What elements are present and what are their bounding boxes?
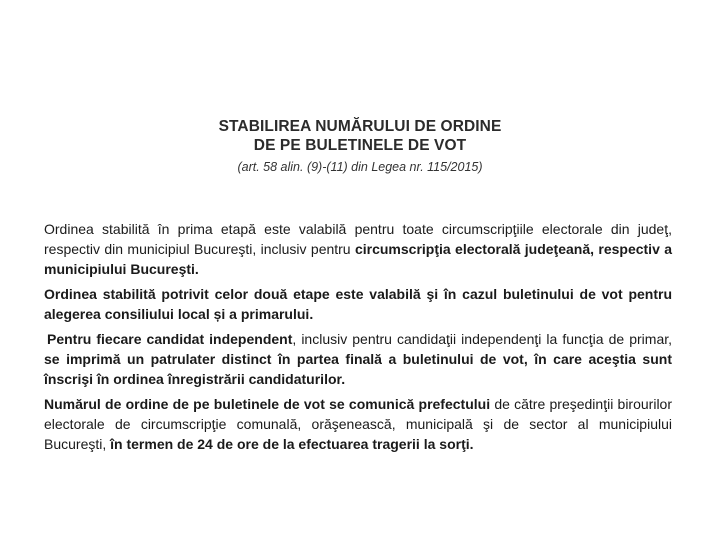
title-line-2: DE PE BULETINELE DE VOT <box>253 137 467 154</box>
paragraph-4-text: de către preşedinţii birourilor electorale de circumscripţie comunală, orăşenească, municipală şi de sector al municipiului Bucureşti, <box>44 396 672 452</box>
header <box>0 117 720 175</box>
document-body <box>44 219 672 459</box>
paragraph-ballot-order-first-stage <box>44 219 672 279</box>
paragraph-1-bold-text: circumscripţia electorală judeţeană, respectiv a municipiului Bucureşti. <box>44 241 673 277</box>
paragraph-3-bold-lead: Pentru fiecare candidat independent <box>47 331 293 347</box>
title-line-1: STABILIREA NUMĂRULUI DE ORDINE <box>218 118 502 135</box>
paragraph-3-text: , inclusiv pentru candidaţii independenţi la funcţia de primar, <box>292 331 673 347</box>
paragraph-2-text: Ordinea stabilită potrivit celor două etape este valabilă şi în cazul buletinului de vot pentru alegerea consiliului local și a primarului. <box>44 286 672 322</box>
legal-reference: (art. 58 alin. (9)-(11) din Legea nr. 115/2015) <box>237 160 483 174</box>
paragraph-4-bold-tail: în termen de 24 de ore de la efectuarea tragerii la sorţi. <box>110 436 474 452</box>
paragraph-4-bold-lead: Numărul de ordine de pe buletinele de vot se comunică prefectului <box>44 396 491 412</box>
paragraph-1-text: Ordinea stabilită în prima etapă este valabilă pentru toate circumscripţiile electorale din judeţ, respectiv din municipiul Bucureşti, inclusiv pentru <box>44 221 672 257</box>
paragraph-independent-candidates <box>44 329 672 389</box>
paragraph-ballot-order-two-stages <box>44 284 672 324</box>
paragraph-order-number-communication <box>44 394 672 454</box>
paragraph-3-bold-tail: se imprimă un patrulater distinct în partea finală a buletinului de vot, în care aceştia sunt înscrişi în ordinea înregistrării candidaturilor. <box>44 351 672 387</box>
